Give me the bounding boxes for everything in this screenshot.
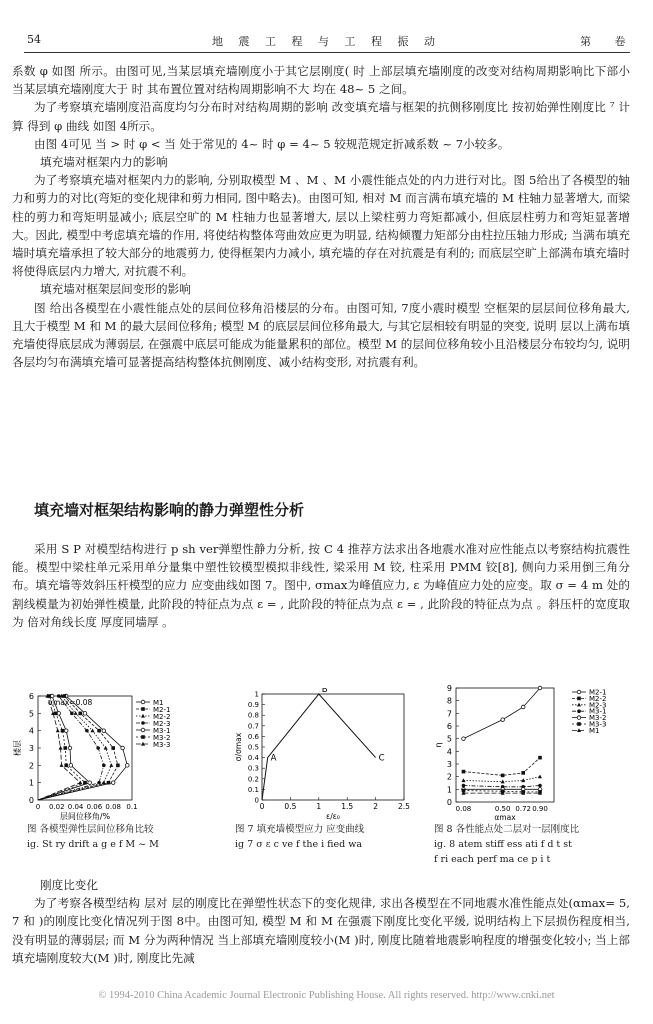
legend-marker bbox=[577, 703, 581, 707]
data-point bbox=[83, 712, 87, 716]
x-tick-label: 0.90 bbox=[532, 805, 548, 813]
y-tick-label: 0 bbox=[254, 796, 259, 805]
caption-cn: 图 7 填充墙模型应力 应变曲线 bbox=[235, 824, 365, 835]
data-point bbox=[104, 746, 108, 750]
paragraph: 为了考察填充墙刚度沿高度均匀分布时对结构周期的影响 改变填充墙与框架的抗侧移刚度比 按初始弹性刚度比 ⁷ 计算 得到 φ 曲线 如图 4所示。 bbox=[12, 100, 630, 133]
figure-7 bbox=[232, 688, 412, 820]
data-point bbox=[521, 771, 525, 775]
legend-marker bbox=[141, 735, 145, 739]
legend-label: M1 bbox=[589, 726, 600, 735]
data-point bbox=[538, 774, 542, 778]
caption-cn: 图 8 各性能点处二层对一层刚度比 bbox=[434, 824, 580, 835]
legend-marker bbox=[577, 716, 581, 720]
y-tick-label: 0.6 bbox=[247, 732, 259, 741]
legend-label: M3-2 bbox=[153, 734, 171, 742]
x-tick-label: 0.1 bbox=[126, 803, 138, 811]
subsection-title: 刚度比变化 bbox=[40, 878, 98, 892]
legend-label: M2-2 bbox=[589, 694, 607, 703]
body-text-middle bbox=[12, 540, 630, 631]
figure-6-caption bbox=[27, 822, 217, 852]
y-tick-label: 1 bbox=[446, 785, 452, 795]
stress-strain-line bbox=[262, 694, 376, 800]
data-point bbox=[57, 694, 61, 698]
y-tick-label: 0.4 bbox=[247, 754, 259, 763]
data-point bbox=[501, 718, 505, 722]
paragraph: 为了考察各模型结构 层对 层的刚度比在弹塑性状态下的变化规律, 求出各模型在不同地震水准性能点处(αmax= 5, 7 和 )的刚度比变化情况列于图 8中。由图可知, 模型 M 和 M 在强震下刚度比变化平缓, 说明结构上下层损伤程度相当, 没有明显的薄弱层; 而 M 分为两种情况 当上部填充墙刚度较小(M )时, 刚度比随着地震影响程度的增强变化较小; 当上部填充墙刚度较大(M )时, 刚度比先减 bbox=[12, 896, 630, 965]
legend-label: M2-2 bbox=[153, 713, 171, 721]
volume-label: 第 卷 bbox=[580, 35, 636, 48]
x-tick-label: 0.02 bbox=[49, 803, 65, 811]
caption-en: ig. St ry drift a g e f M ~ M bbox=[27, 839, 159, 850]
caption-en: ig 7 σ ε c ve f the i fied wa bbox=[235, 839, 363, 850]
figure-8-caption bbox=[434, 822, 634, 867]
figure-8 bbox=[432, 684, 632, 822]
caption-cn: 图 各模型弹性层间位移角比较 bbox=[27, 824, 154, 835]
paragraph: 图 给出各模型在小震性能点处的层间位移角沿楼层的分布。由图可知, 7度小震时模型 空框架的层层间位移角最大, 且大于模型 M 和 M 的最大层间位移角; 模型 M 的底层层间位移角最大, 与其它层相较有明显的突变, 说明 层以上满布填充墙使得底层成为薄弱层, 在强震中底层可能成为能量累积的部位。模型 M 的层间位移角较小且沿楼层分布较均匀, 说明各层均匀布满填充墙可显著提高结构整体抗侧刚度、减小结构变形, 对抗震有利。 bbox=[12, 300, 630, 370]
data-point bbox=[97, 781, 101, 785]
y-tick-label: 4 bbox=[446, 747, 452, 757]
data-point bbox=[97, 729, 101, 733]
legend-marker bbox=[141, 728, 145, 732]
legend-label: M2-1 bbox=[589, 688, 607, 697]
legend-label: M2-3 bbox=[153, 720, 171, 728]
x-tick-label: 1 bbox=[316, 802, 322, 811]
subsection-title: 填充墙对框架内力的影响 bbox=[40, 155, 168, 170]
legend-marker bbox=[141, 707, 145, 711]
x-axis-label: αmax bbox=[494, 813, 516, 822]
data-point bbox=[462, 784, 466, 788]
body-text-bottom bbox=[12, 876, 630, 967]
y-tick-label: 8 bbox=[446, 696, 452, 706]
x-tick-label: 0.50 bbox=[494, 805, 511, 813]
section-title: 填充墙对框架结构影响的静力弹塑性分析 bbox=[34, 501, 305, 519]
data-point bbox=[121, 746, 125, 750]
data-point bbox=[111, 781, 115, 785]
data-point bbox=[60, 763, 64, 767]
x-tick-label: 0 bbox=[259, 802, 265, 811]
data-point bbox=[88, 781, 92, 785]
figure-6 bbox=[12, 690, 202, 820]
data-point bbox=[109, 763, 113, 767]
x-tick-label: 0.5 bbox=[284, 802, 297, 811]
legend-label: M3-1 bbox=[153, 727, 171, 735]
data-point bbox=[107, 781, 111, 785]
x-tick-label: 0.04 bbox=[67, 803, 84, 811]
y-tick-label: 0.5 bbox=[247, 743, 259, 752]
x-tick-label: 2 bbox=[373, 802, 378, 811]
legend-label: M3-3 bbox=[153, 741, 171, 749]
y-tick-label: 0 bbox=[446, 798, 452, 807]
data-point bbox=[538, 756, 542, 760]
stiffness-ratio-chart bbox=[432, 684, 632, 822]
y-tick-label: 0.9 bbox=[247, 701, 259, 710]
x-tick-label: 0.08 bbox=[455, 805, 472, 813]
x-axis-label: ε/ε₀ bbox=[326, 812, 340, 820]
y-tick-label: 2 bbox=[28, 761, 34, 771]
figure-7-caption bbox=[235, 822, 415, 852]
series-line bbox=[463, 688, 540, 739]
data-point bbox=[538, 784, 542, 788]
x-tick-label: 0.06 bbox=[86, 803, 103, 811]
legend-label: M3-2 bbox=[589, 714, 607, 723]
data-point bbox=[96, 746, 100, 750]
data-point bbox=[501, 774, 505, 778]
series-line bbox=[463, 758, 540, 776]
x-tick-label: 0.08 bbox=[105, 803, 121, 811]
data-point bbox=[70, 712, 74, 716]
legend-marker bbox=[577, 697, 581, 701]
data-point bbox=[64, 729, 68, 733]
legend-label: M3-1 bbox=[589, 707, 607, 716]
y-tick-label: 0.2 bbox=[247, 775, 259, 784]
paragraph: 系数 φ 如图 所示。由图可见,当某层填充墙刚度小于其它层刚度( 时 上部层填充墙刚度的改变对结构周期影响比下部小 当某层填充墙刚度大于 时 其布置位置对结构周期影响不大 均在 48~ 5 之间。 bbox=[12, 64, 630, 97]
legend-marker bbox=[577, 722, 581, 726]
y-tick-label: 1 bbox=[28, 778, 34, 788]
paragraph: 为了考察填充墙对框架内力的影响, 分别取模型 M 、M 、M 小震性能点处的内力进行对比。图 5给出了各模型的轴力和剪力的对比(弯矩的变化规律和剪力相同, 图中略去)。由图可知, 相对 M 而言满布填充墙的 M 柱轴力显著增大, 而梁柱的剪力和弯矩明显减小; 底层空旷的 M 柱轴力也显著增大, 层以上梁柱剪力弯矩都减小, 但底层柱剪力和弯矩显著增大。因此, 模型中考虑填充墙的作用, 将使结构整体弯曲效应更为明显, 结构倾覆力矩部分由柱拉压轴力形成; 当满布填充墙时填充墙承担了较大部分的地震剪力, 使得框架内力减小, 填充墙的存在对抗震是有利的; 而底层空旷上部满布填充墙时将使得底层内力增大, 对抗震不利。 bbox=[12, 173, 630, 279]
y-tick-label: 6 bbox=[28, 692, 34, 701]
journal-title: 地 震 工 程 与 工 程 振 动 bbox=[212, 35, 441, 48]
y-tick-label: 0.8 bbox=[247, 711, 259, 720]
data-point bbox=[462, 770, 466, 774]
y-tick-label: 9 bbox=[446, 684, 452, 693]
data-point bbox=[78, 780, 82, 784]
body-text-top bbox=[12, 62, 630, 371]
data-point bbox=[79, 712, 83, 716]
legend-marker bbox=[577, 709, 581, 713]
caption-en: f ri each perf ma ce p i t bbox=[434, 854, 551, 865]
data-point bbox=[501, 780, 505, 784]
y-tick-label: 7 bbox=[446, 709, 452, 719]
y-tick-label: 6 bbox=[446, 722, 452, 731]
data-point bbox=[61, 729, 65, 733]
x-tick-label: 0 bbox=[35, 803, 41, 811]
y-axis-label: σ/σmax bbox=[234, 732, 243, 762]
y-tick-label: 1 bbox=[254, 690, 259, 699]
y-tick-label: 0.3 bbox=[247, 764, 259, 773]
legend-marker bbox=[141, 721, 145, 725]
series-line bbox=[463, 777, 540, 782]
x-tick-label: 0.72 bbox=[515, 805, 531, 813]
legend-label: M2-1 bbox=[153, 706, 171, 714]
data-point bbox=[64, 764, 68, 768]
x-tick-label: 1.5 bbox=[341, 802, 354, 811]
x-tick-label: 2.5 bbox=[398, 802, 410, 811]
y-tick-label: 3 bbox=[446, 760, 452, 769]
y-axis-label: 楼层 bbox=[13, 740, 22, 756]
stress-strain-chart bbox=[232, 688, 412, 820]
data-point bbox=[83, 781, 87, 785]
data-point bbox=[63, 746, 67, 750]
data-point bbox=[85, 729, 89, 733]
point-label: C bbox=[378, 753, 385, 764]
data-point bbox=[69, 764, 73, 768]
data-point bbox=[116, 764, 120, 768]
point-label: A bbox=[270, 753, 277, 764]
y-tick-label: 4 bbox=[28, 726, 34, 736]
y-tick-label: 5 bbox=[446, 734, 452, 744]
y-tick-label: 0.1 bbox=[247, 785, 259, 794]
header-rule bbox=[24, 52, 630, 53]
point-label: B bbox=[321, 688, 328, 695]
legend-marker bbox=[141, 714, 145, 718]
legend-label: M1 bbox=[153, 699, 164, 707]
legend-marker bbox=[577, 690, 581, 694]
drift-chart bbox=[12, 690, 202, 820]
copyright-footer: © 1994-2010 China Academic Journal Electronic Publishing House. All rights reserved. http://www.cnki.net bbox=[98, 990, 555, 1001]
data-point bbox=[521, 705, 525, 709]
legend-marker bbox=[141, 700, 145, 704]
y-tick-label: 0.7 bbox=[247, 722, 259, 731]
subsection-title: 填充墙对框架层间变形的影响 bbox=[40, 282, 191, 297]
running-header bbox=[0, 33, 653, 49]
data-point bbox=[59, 746, 63, 750]
data-point bbox=[102, 729, 106, 733]
data-point bbox=[56, 728, 60, 732]
paragraph: 由图 4可见 当 > 时 φ < 当 处于常见的 4~ 时 φ = 4~ 5 较规范规定折减系数 ~ 7小较多。 bbox=[34, 136, 510, 151]
y-tick-label: 5 bbox=[28, 709, 34, 719]
annotation: αmax=0.08 bbox=[48, 698, 93, 707]
data-point bbox=[126, 764, 130, 768]
data-point bbox=[102, 780, 106, 784]
y-tick-label: 3 bbox=[28, 744, 34, 753]
caption-en: ig. 8 atem stiff ess ati f d t st bbox=[434, 839, 572, 850]
x-axis-label: 层间位移角/% bbox=[59, 812, 111, 820]
legend-label: M2-3 bbox=[589, 701, 607, 710]
y-axis-label: η bbox=[434, 742, 443, 748]
page-number: 54 bbox=[27, 33, 41, 46]
data-point bbox=[111, 746, 115, 750]
legend-label: M3-3 bbox=[589, 720, 607, 729]
y-tick-label: 2 bbox=[446, 772, 452, 782]
data-point bbox=[538, 686, 542, 690]
y-tick-label: 0 bbox=[28, 796, 34, 805]
data-point bbox=[462, 737, 466, 741]
data-point bbox=[102, 764, 106, 768]
paragraph: 采用 S P 对模型结构进行 p sh ver弹塑性静力分析, 按 C 4 推荐方法求出各地震水准对应性能点以考察结构抗震性能。模型中梁柱单元采用单分量集中塑性铰模型模拟非线性, 梁采用 M 铰, 柱采用 PMM 铰[8], 侧向力采用倒三角分布。填充墙等效斜压杆模型的应力 应变曲线如图 7。图中, σmax为峰值应力, ε 为峰值应力处的应变。取 σ = 4 m 处的割线模量为初始弹性模量, 此阶段的特征点为点 ε = , 此阶段的特征点为点 ε = , 此阶段的特征点为点 。斜压杆的宽度取为 倍对角线长度 厚度同墙厚 。 bbox=[12, 542, 630, 629]
data-point bbox=[68, 746, 72, 750]
